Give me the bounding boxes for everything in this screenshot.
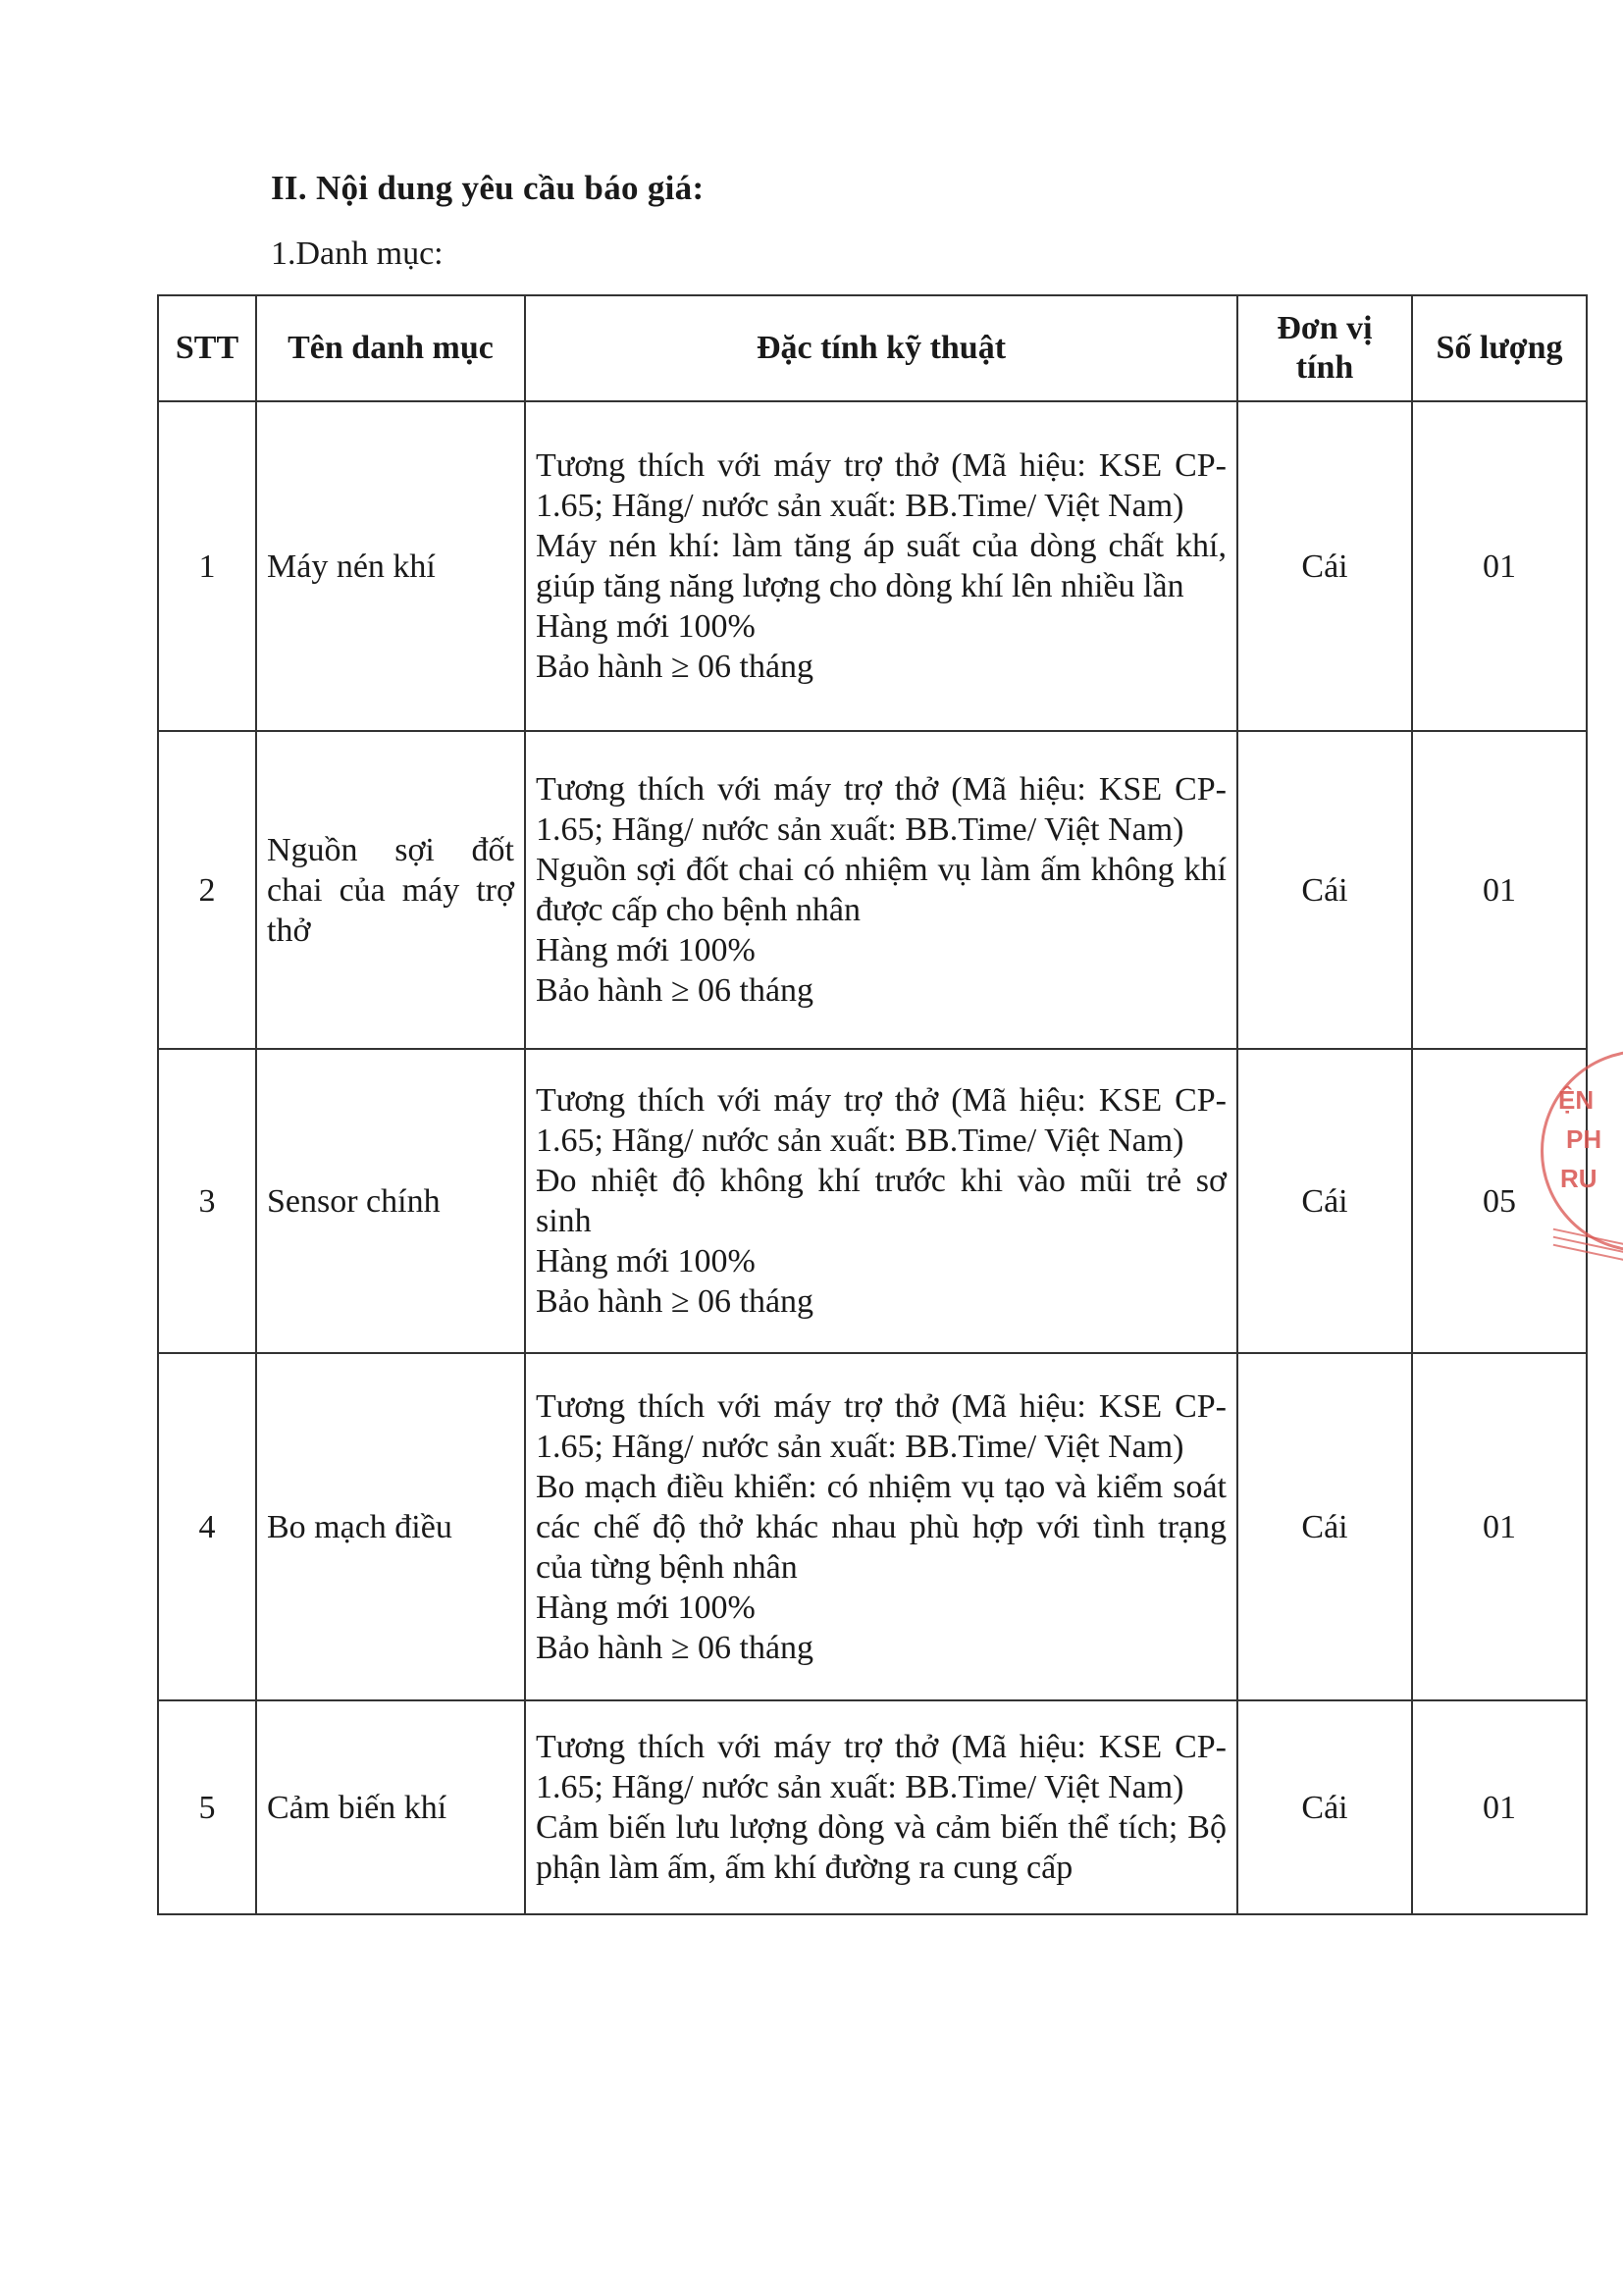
spec-line: Máy nén khí: làm tăng áp suất của dòng chất khí, giúp tăng năng lượng cho dòng khí lên nhiều lần bbox=[536, 528, 1227, 604]
spec-line: Bảo hành ≥ 06 tháng bbox=[536, 1283, 814, 1320]
cell-name: Cảm biến khí bbox=[256, 1700, 525, 1914]
cell-spec bbox=[525, 401, 1237, 731]
cell-unit: Cái bbox=[1237, 1700, 1412, 1914]
spec-line: Tương thích với máy trợ thở (Mã hiệu: KSE CP-1.65; Hãng/ nước sản xuất: BB.Time/ Việt Nam) bbox=[536, 447, 1227, 524]
seal-text: PH bbox=[1566, 1124, 1602, 1154]
cell-name: Máy nén khí bbox=[256, 401, 525, 731]
header-name: Tên danh mục bbox=[256, 295, 525, 401]
cell-qty: 01 bbox=[1412, 1700, 1587, 1914]
table-row bbox=[158, 1353, 1587, 1700]
spec-line: Tương thích với máy trợ thở (Mã hiệu: KSE CP-1.65; Hãng/ nước sản xuất: BB.Time/ Việt Nam) bbox=[536, 1729, 1227, 1805]
cell-unit: Cái bbox=[1237, 1049, 1412, 1353]
cell-stt: 3 bbox=[158, 1049, 256, 1353]
spec-line: Đo nhiệt độ không khí trước khi vào mũi trẻ sơ sinh bbox=[536, 1163, 1227, 1239]
items-table bbox=[157, 294, 1588, 1915]
red-seal-stamp bbox=[1531, 991, 1623, 1285]
cell-spec bbox=[525, 1700, 1237, 1914]
table-row bbox=[158, 1049, 1587, 1353]
section-heading: II. Nội dung yêu cầu báo giá: bbox=[271, 169, 705, 207]
cell-qty: 01 bbox=[1412, 731, 1587, 1049]
spec-line: Nguồn sợi đốt chai có nhiệm vụ làm ấm không khí được cấp cho bệnh nhân bbox=[536, 852, 1227, 928]
spec-line: Hàng mới 100% bbox=[536, 1589, 756, 1626]
spec-line: Hàng mới 100% bbox=[536, 932, 756, 968]
cell-name: Nguồn sợi đốt chai của máy trợ thở bbox=[256, 731, 525, 1049]
table-row bbox=[158, 401, 1587, 731]
spec-line: Bảo hành ≥ 06 tháng bbox=[536, 972, 814, 1009]
header-qty: Số lượng bbox=[1412, 295, 1587, 401]
cell-unit: Cái bbox=[1237, 1353, 1412, 1700]
cell-qty: 01 bbox=[1412, 401, 1587, 731]
cell-name: Sensor chính bbox=[256, 1049, 525, 1353]
header-stt: STT bbox=[158, 295, 256, 401]
cell-unit: Cái bbox=[1237, 731, 1412, 1049]
cell-unit: Cái bbox=[1237, 401, 1412, 731]
table-header-row bbox=[158, 295, 1587, 401]
seal-text: ỆN bbox=[1558, 1085, 1595, 1115]
cell-spec bbox=[525, 1353, 1237, 1700]
cell-qty: 01 bbox=[1412, 1353, 1587, 1700]
cell-stt: 5 bbox=[158, 1700, 256, 1914]
cell-qty: 05 bbox=[1412, 1049, 1587, 1353]
spec-line: Bảo hành ≥ 06 tháng bbox=[536, 649, 814, 685]
cell-stt: 1 bbox=[158, 401, 256, 731]
cell-spec bbox=[525, 731, 1237, 1049]
spec-line: Tương thích với máy trợ thở (Mã hiệu: KSE CP-1.65; Hãng/ nước sản xuất: BB.Time/ Việt Nam) bbox=[536, 771, 1227, 848]
table-row bbox=[158, 731, 1587, 1049]
spec-line: Bo mạch điều khiển: có nhiệm vụ tạo và kiểm soát các chế độ thở khác nhau phù hợp với tình trạng của từng bệnh nhân bbox=[536, 1468, 1227, 1586]
table-row bbox=[158, 1700, 1587, 1914]
cell-name: Bo mạch điều bbox=[256, 1353, 525, 1700]
spec-line: Tương thích với máy trợ thở (Mã hiệu: KSE CP-1.65; Hãng/ nước sản xuất: BB.Time/ Việt Nam) bbox=[536, 1082, 1227, 1159]
section-subheading: 1.Danh mục: bbox=[271, 235, 444, 272]
header-unit: Đơn vị tính bbox=[1237, 295, 1412, 401]
cell-stt: 2 bbox=[158, 731, 256, 1049]
header-spec: Đặc tính kỹ thuật bbox=[525, 295, 1237, 401]
spec-line: Hàng mới 100% bbox=[536, 1243, 756, 1279]
seal-text: RU bbox=[1560, 1164, 1597, 1193]
spec-line: Bảo hành ≥ 06 tháng bbox=[536, 1629, 814, 1666]
spec-line: Hàng mới 100% bbox=[536, 608, 756, 645]
spec-line: Cảm biến lưu lượng dòng và cảm biến thể tích; Bộ phận làm ấm, ấm khí đường ra cung cấp bbox=[536, 1809, 1227, 1886]
cell-stt: 4 bbox=[158, 1353, 256, 1700]
spec-line: Tương thích với máy trợ thở (Mã hiệu: KSE CP-1.65; Hãng/ nước sản xuất: BB.Time/ Việt Nam) bbox=[536, 1387, 1227, 1465]
cell-spec bbox=[525, 1049, 1237, 1353]
